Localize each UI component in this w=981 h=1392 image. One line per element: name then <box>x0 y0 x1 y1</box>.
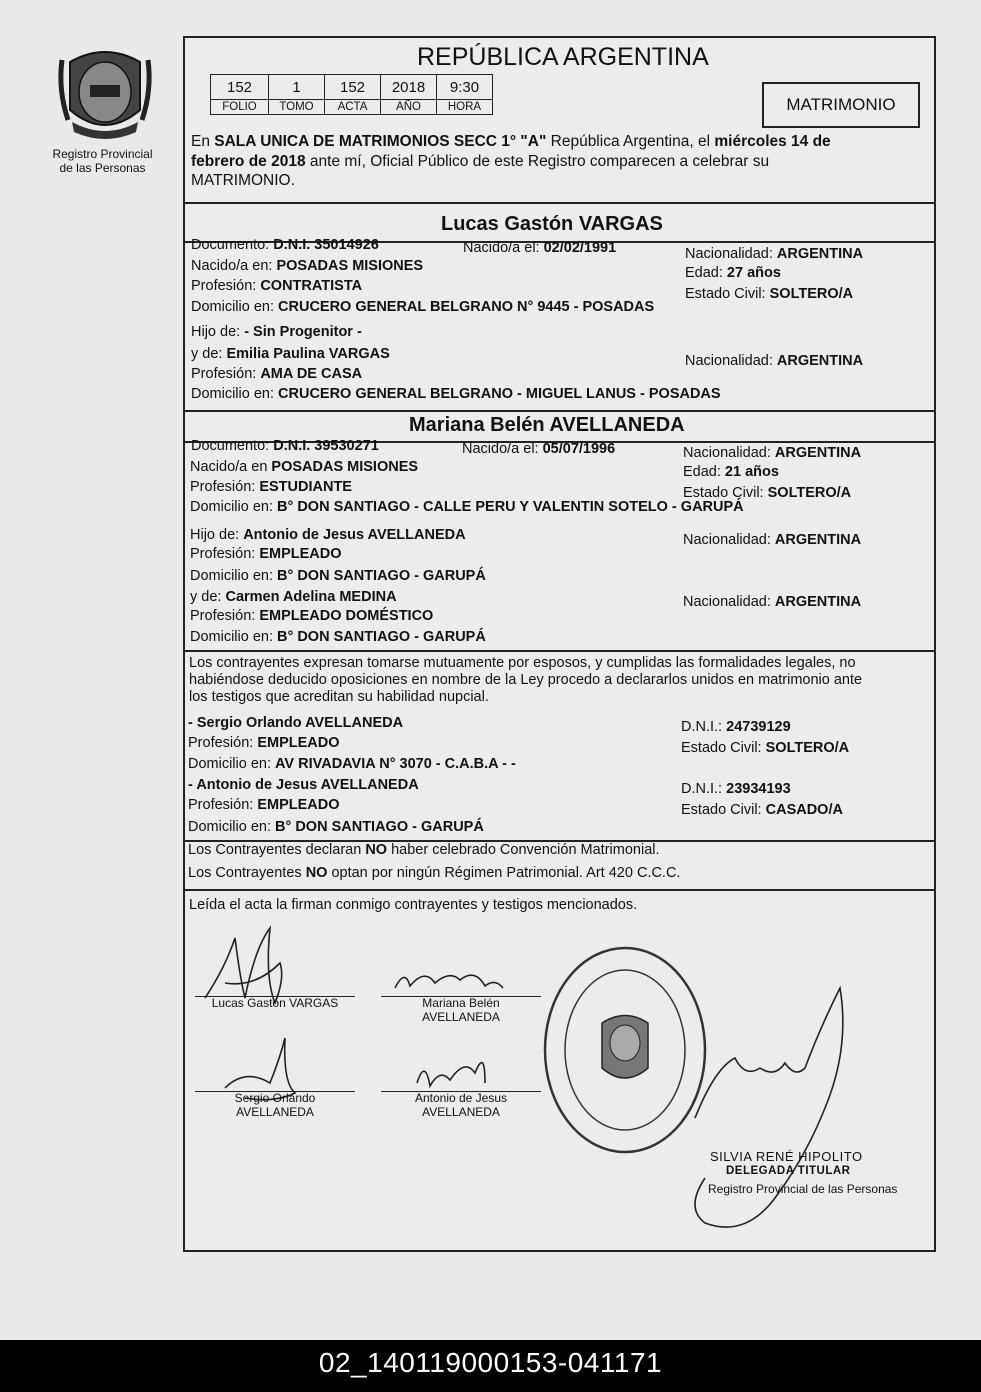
year-value: 2018 <box>381 75 437 100</box>
witness1-dni: D.N.I.: 24739129 <box>681 719 791 735</box>
spouse1-place: Nacido/a en: POSADAS MISIONES <box>191 258 424 274</box>
spouse1-mother: y de: Emilia Paulina VARGAS <box>191 346 390 362</box>
folio-value: 152 <box>211 75 269 100</box>
spouse1-profession: Profesión: CONTRATISTA <box>191 278 363 294</box>
officer-office: Registro Provincial de las Personas <box>708 1182 898 1196</box>
spouse1-born: Nacido/a el: 02/02/1991 <box>463 240 617 256</box>
intro-line3: MATRIMONIO. <box>191 172 295 189</box>
marriage-certificate <box>183 36 936 1252</box>
acta-value: 152 <box>325 75 381 100</box>
declaration-line2: habiéndose deducido oposiciones en nombre de la Ley procedo a declararlos unidos en matrimonio ante <box>189 672 863 688</box>
spouse2-father-address: Domicilio en: B° DON SANTIAGO - GARUPÁ <box>190 568 486 584</box>
spouse2-mother-nationality: Nacionalidad: ARGENTINA <box>683 594 862 610</box>
spouse1-doc: Documento: D.N.I. 35014926 <box>191 237 379 253</box>
spouse2-profession: Profesión: ESTUDIANTE <box>190 479 352 495</box>
witness2-dni: D.N.I.: 23934193 <box>681 781 791 797</box>
witness1-name: - Sergio Orlando AVELLANEDA <box>188 715 404 731</box>
sig-witness2-name2: AVELLANEDA <box>422 1105 500 1119</box>
spouse1-age: Edad: 27 años <box>685 265 781 281</box>
sig-spouse2-name2: AVELLANEDA <box>422 1010 500 1024</box>
date-part: febrero de 2018 <box>191 153 306 170</box>
spouse2-address: Domicilio en: B° DON SANTIAGO - CALLE PERU Y VALENTIN SOTELO - GARUPÁ <box>190 499 744 515</box>
intro-line1 <box>191 133 831 150</box>
document-code: 02_140119000153-041171 <box>318 1347 663 1378</box>
year-label: AÑO <box>381 100 437 115</box>
document-code-bar <box>0 1340 981 1392</box>
witness1-address: Domicilio en: AV RIVADAVIA N° 3070 - C.A.B.A - - <box>188 756 516 772</box>
hour-value: 9:30 <box>437 75 493 100</box>
sig-spouse1 <box>195 996 355 1010</box>
witness2-civil: Estado Civil: CASADO/A <box>681 802 843 818</box>
office-name: SALA UNICA DE MATRIMONIOS SECC 1° "A" <box>214 133 547 150</box>
doc-type: MATRIMONIO <box>786 95 896 114</box>
witness1-profession: Profesión: EMPLEADO <box>188 735 340 751</box>
spouse1-address: Domicilio en: CRUCERO GENERAL BELGRANO N° 9445 - POSADAS <box>191 299 655 315</box>
spouse1-mother-nationality: Nacionalidad: ARGENTINA <box>685 353 864 369</box>
logo-caption-line1: Registro Provincial <box>52 147 153 161</box>
officer-name: SILVIA RENÉ HIPOLITO <box>710 1149 863 1164</box>
spouse2-mother: y de: Carmen Adelina MEDINA <box>190 589 397 605</box>
declaration-line1: Los contrayentes expresan tomarse mutuamente por esposos, y cumplidas las formalidades legales, no <box>189 655 856 671</box>
spouse2-age: Edad: 21 años <box>683 464 779 480</box>
sig-spouse2-name1: Mariana Belén <box>422 996 500 1010</box>
spouse2-father-nationality: Nacionalidad: ARGENTINA <box>683 532 862 548</box>
hour-label: HORA <box>437 100 493 115</box>
folio-label: FOLIO <box>211 100 269 115</box>
closing-text: Leída el acta la firman conmigo contrayentes y testigos mencionados. <box>189 897 638 913</box>
province-logo <box>50 40 160 145</box>
logo-caption-line2: de las Personas <box>59 161 146 175</box>
spouse2-doc: Documento: D.N.I. 39530271 <box>191 438 379 454</box>
spouse2-name: Mariana Belén AVELLANEDA <box>409 414 685 436</box>
spouse1-mother-address: Domicilio en: CRUCERO GENERAL BELGRANO - MIGUEL LANUS - POSADAS <box>191 386 721 402</box>
sig-witness2-name1: Antonio de Jesus <box>414 1091 508 1105</box>
intro-line2 <box>191 153 769 170</box>
declaration-line3: los testigos que acreditan su habilidad nupcial. <box>189 689 489 705</box>
spouse1-mother-profession: Profesión: AMA DE CASA <box>191 366 363 382</box>
sig-spouse2 <box>381 996 541 1024</box>
spouse2-father-profession: Profesión: EMPLEADO <box>190 546 342 562</box>
sig-witness1 <box>195 1091 355 1119</box>
official-stamp-icon <box>540 943 710 1158</box>
acta-label: ACTA <box>325 100 381 115</box>
spouse2-nationality: Nacionalidad: ARGENTINA <box>683 445 862 461</box>
intro-text: ante mí, Oficial Público de este Registro comparecen a celebrar su <box>305 153 770 170</box>
sig-witness1-name2: AVELLANEDA <box>236 1105 314 1119</box>
date-part: miércoles 14 de <box>714 133 831 150</box>
country-title: REPÚBLICA ARGENTINA <box>417 43 709 71</box>
spouse1-name: Lucas Gastón VARGAS <box>441 213 663 235</box>
officer-title: DELEGADA TITULAR <box>726 1165 851 1177</box>
regime-line1: Los Contrayentes declaran NO haber celebrado Convención Matrimonial. <box>188 842 660 858</box>
spouse2-father: Hijo de: Antonio de Jesus AVELLANEDA <box>190 527 466 543</box>
sig-spouse1-name: Lucas Gastón VARGAS <box>211 996 339 1010</box>
spouse1-nationality: Nacionalidad: ARGENTINA <box>685 246 864 262</box>
intro-text: República Argentina, el <box>546 133 715 150</box>
spouse1-father: Hijo de: - Sin Progenitor - <box>191 324 362 340</box>
doc-type-box <box>762 82 920 128</box>
intro-text: En <box>191 133 215 150</box>
regime-line2: Los Contrayentes NO optan por ningún Régimen Patrimonial. Art 420 C.C.C. <box>188 865 681 881</box>
witness2-profession: Profesión: EMPLEADO <box>188 797 340 813</box>
tomo-value: 1 <box>269 75 325 100</box>
spouse2-civil: Estado Civil: SOLTERO/A <box>683 485 852 501</box>
logo-caption <box>35 147 170 175</box>
witness1-civil: Estado Civil: SOLTERO/A <box>681 740 850 756</box>
spouse2-mother-profession: Profesión: EMPLEADO DOMÉSTICO <box>190 608 434 624</box>
tomo-label: TOMO <box>269 100 325 115</box>
sig-witness1-name1: Sergio Orlando <box>234 1091 316 1105</box>
spouse2-place: Nacido/a en POSADAS MISIONES <box>190 459 419 475</box>
spouse2-mother-address: Domicilio en: B° DON SANTIAGO - GARUPÁ <box>190 629 486 645</box>
shield-icon <box>50 40 160 145</box>
spouse2-born: Nacido/a el: 05/07/1996 <box>462 441 616 457</box>
witness2-address: Domicilio en: B° DON SANTIAGO - GARUPÁ <box>188 819 484 835</box>
witness2-name: - Antonio de Jesus AVELLANEDA <box>188 777 419 793</box>
reference-table <box>210 74 493 115</box>
sig-witness2 <box>381 1091 541 1119</box>
spouse1-civil: Estado Civil: SOLTERO/A <box>685 286 854 302</box>
